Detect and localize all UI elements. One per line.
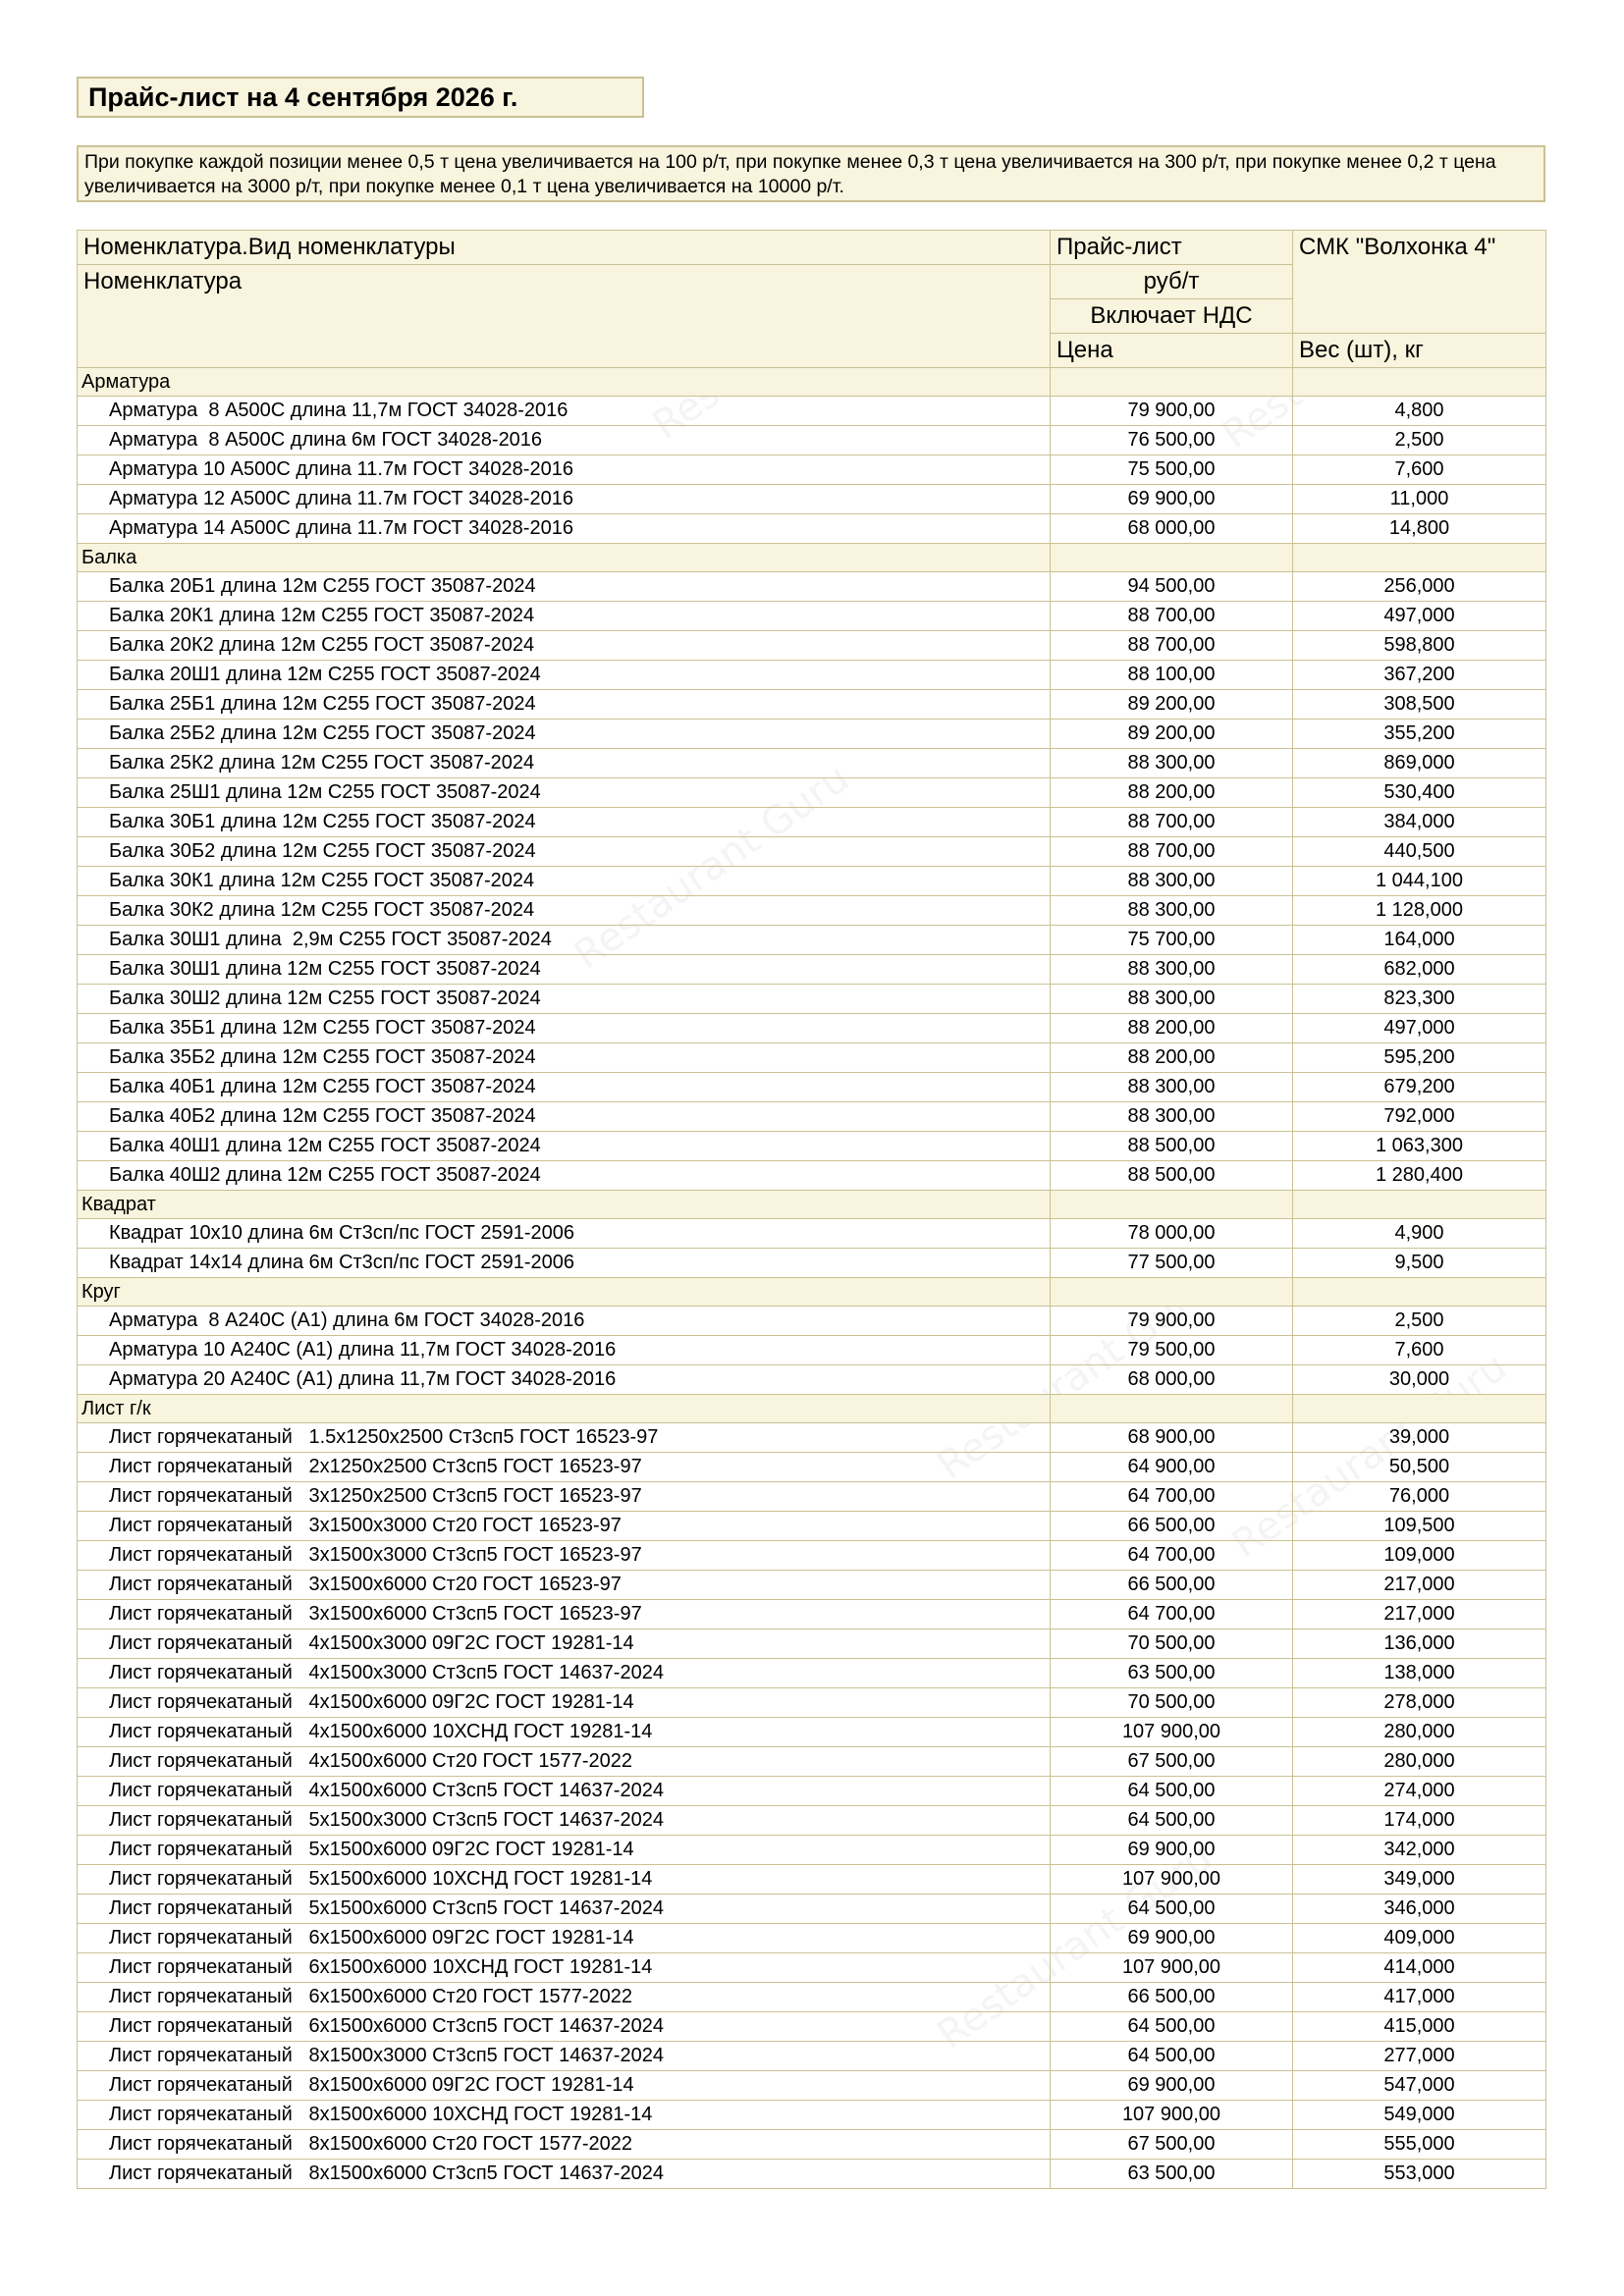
item-price: 69 900,00 [1051,1924,1293,1953]
table-row [78,631,1546,661]
item-weight: 30,000 [1293,1365,1546,1395]
price-table [77,230,1546,2189]
item-weight: 349,000 [1293,1865,1546,1895]
table-row [78,572,1546,602]
item-weight: 555,000 [1293,2130,1546,2160]
item-weight: 7,600 [1293,455,1546,485]
table-row [78,1953,1546,1983]
table-row [78,1806,1546,1836]
item-name: Лист горячекатаный 3х1500х6000 Ст3сп5 ГОСТ 16523-97 [78,1600,1051,1629]
table-row [78,808,1546,837]
item-weight: 549,000 [1293,2101,1546,2130]
item-name: Лист горячекатаный 5х1500х3000 Ст3сп5 ГОСТ 14637-2024 [78,1806,1051,1836]
item-weight: 869,000 [1293,749,1546,778]
item-price: 69 900,00 [1051,2071,1293,2101]
table-row [78,1365,1546,1395]
item-name: Лист горячекатаный 2х1250х2500 Ст3сп5 ГОСТ 16523-97 [78,1453,1051,1482]
item-weight: 280,000 [1293,1718,1546,1747]
item-price: 66 500,00 [1051,1983,1293,2012]
item-name: Лист горячекатаный 5х1500х6000 09Г2С ГОСТ 19281-14 [78,1836,1051,1865]
item-name: Балка 30Ш1 длина 2,9м С255 ГОСТ 35087-2024 [78,926,1051,955]
item-price: 63 500,00 [1051,1659,1293,1688]
item-price: 75 500,00 [1051,455,1293,485]
item-price: 88 300,00 [1051,867,1293,896]
item-price: 64 700,00 [1051,1541,1293,1571]
table-row [78,1482,1546,1512]
table-row [78,1132,1546,1161]
item-weight: 547,000 [1293,2071,1546,2101]
item-weight: 39,000 [1293,1423,1546,1453]
header-price: Цена [1051,334,1293,368]
item-name: Балка 25Б1 длина 12м С255 ГОСТ 35087-2024 [78,690,1051,720]
item-price: 107 900,00 [1051,2101,1293,2130]
item-name: Лист горячекатаный 4х1500х3000 09Г2С ГОСТ 19281-14 [78,1629,1051,1659]
item-name: Лист горячекатаный 6х1500х6000 10ХСНД ГОСТ 19281-14 [78,1953,1051,1983]
header-price-list: Прайс-лист [1051,231,1293,265]
item-name: Лист горячекатаный 8х1500х6000 Ст20 ГОСТ 1577-2022 [78,2130,1051,2160]
group-name: Арматура [78,368,1051,397]
table-row [78,1249,1546,1278]
table-row [78,1659,1546,1688]
pricing-note: При покупке каждой позиции менее 0,5 т цена увеличивается на 100 р/т, при покупке менее 0,3 т цена увеличивается на 300 р/т, при покупке менее 0,2 т цена увеличивается на 3000 р/т, при покупке менее 0,1 т цена увеличивается на 10000 р/т. [77,145,1545,202]
item-price: 88 200,00 [1051,778,1293,808]
table-row [78,1629,1546,1659]
item-price: 70 500,00 [1051,1629,1293,1659]
item-name: Балка 40Б1 длина 12м С255 ГОСТ 35087-2024 [78,1073,1051,1102]
item-name: Балка 30К2 длина 12м С255 ГОСТ 35087-2024 [78,896,1051,926]
item-price: 66 500,00 [1051,1571,1293,1600]
table-row [78,1014,1546,1043]
table-row [78,1924,1546,1953]
item-price: 68 000,00 [1051,1365,1293,1395]
item-name: Квадрат 10х10 длина 6м Ст3сп/пс ГОСТ 2591-2006 [78,1219,1051,1249]
table-row [78,1747,1546,1777]
item-price: 88 300,00 [1051,985,1293,1014]
item-name: Лист горячекатаный 8х1500х6000 Ст3сп5 ГОСТ 14637-2024 [78,2160,1051,2189]
item-price: 67 500,00 [1051,1747,1293,1777]
item-weight: 440,500 [1293,837,1546,867]
group-name: Квадрат [78,1191,1051,1219]
item-name: Арматура 8 А240С (А1) длина 6м ГОСТ 34028-2016 [78,1307,1051,1336]
item-weight: 823,300 [1293,985,1546,1014]
item-name: Балка 35Б1 длина 12м С255 ГОСТ 35087-2024 [78,1014,1051,1043]
item-weight: 355,200 [1293,720,1546,749]
item-weight: 415,000 [1293,2012,1546,2042]
table-row [78,397,1546,426]
group-weight-cell [1293,1395,1546,1423]
item-price: 88 300,00 [1051,896,1293,926]
table-row [78,1219,1546,1249]
header-nomenclature-type: Номенклатура.Вид номенклатуры [78,231,1051,265]
item-price: 69 900,00 [1051,485,1293,514]
item-weight: 414,000 [1293,1953,1546,1983]
table-row [78,661,1546,690]
item-name: Лист горячекатаный 8х1500х6000 10ХСНД ГОСТ 19281-14 [78,2101,1051,2130]
table-row [78,602,1546,631]
item-weight: 598,800 [1293,631,1546,661]
table-row [78,1453,1546,1482]
header-nomenclature: Номенклатура [78,265,1051,368]
item-name: Лист горячекатаный 6х1500х6000 09Г2С ГОСТ 19281-14 [78,1924,1051,1953]
item-weight: 384,000 [1293,808,1546,837]
item-price: 63 500,00 [1051,2160,1293,2189]
table-row [78,1161,1546,1191]
group-weight-cell [1293,1278,1546,1307]
table-row [78,1102,1546,1132]
group-price-cell [1051,544,1293,572]
item-weight: 497,000 [1293,1014,1546,1043]
item-price: 69 900,00 [1051,1836,1293,1865]
item-weight: 595,200 [1293,1043,1546,1073]
table-row [78,1043,1546,1073]
item-price: 64 900,00 [1051,1453,1293,1482]
item-weight: 278,000 [1293,1688,1546,1718]
table-row [78,867,1546,896]
group-weight-cell [1293,544,1546,572]
header-unit: руб/т [1051,265,1293,299]
item-price: 94 500,00 [1051,572,1293,602]
item-price: 78 000,00 [1051,1219,1293,1249]
item-name: Балка 25Ш1 длина 12м С255 ГОСТ 35087-2024 [78,778,1051,808]
item-name: Лист горячекатаный 1.5х1250х2500 Ст3сп5 ГОСТ 16523-97 [78,1423,1051,1453]
table-row [78,926,1546,955]
item-price: 79 900,00 [1051,1307,1293,1336]
table-row [78,1983,1546,2012]
item-weight: 2,500 [1293,1307,1546,1336]
item-weight: 367,200 [1293,661,1546,690]
table-row [78,2130,1546,2160]
table-row [78,778,1546,808]
item-name: Лист горячекатаный 3х1250х2500 Ст3сп5 ГОСТ 16523-97 [78,1482,1051,1512]
item-name: Балка 40Б2 длина 12м С255 ГОСТ 35087-2024 [78,1102,1051,1132]
item-price: 66 500,00 [1051,1512,1293,1541]
item-weight: 14,800 [1293,514,1546,544]
item-name: Балка 30Ш1 длина 12м С255 ГОСТ 35087-2024 [78,955,1051,985]
group-weight-cell [1293,368,1546,397]
item-weight: 274,000 [1293,1777,1546,1806]
item-price: 88 100,00 [1051,661,1293,690]
item-weight: 792,000 [1293,1102,1546,1132]
group-row [78,1278,1546,1307]
item-name: Лист горячекатаный 4х1500х3000 Ст3сп5 ГОСТ 14637-2024 [78,1659,1051,1688]
item-name: Балка 25К2 длина 12м С255 ГОСТ 35087-2024 [78,749,1051,778]
table-row [78,690,1546,720]
item-weight: 136,000 [1293,1629,1546,1659]
table-row [78,426,1546,455]
item-name: Арматура 12 А500С длина 11.7м ГОСТ 34028-2016 [78,485,1051,514]
table-row [78,720,1546,749]
item-price: 88 300,00 [1051,1073,1293,1102]
group-price-cell [1051,1191,1293,1219]
group-name: Лист г/к [78,1395,1051,1423]
item-weight: 342,000 [1293,1836,1546,1865]
item-weight: 4,800 [1293,397,1546,426]
group-row [78,1395,1546,1423]
table-row [78,1600,1546,1629]
item-name: Арматура 14 А500С длина 11.7м ГОСТ 34028-2016 [78,514,1051,544]
item-price: 88 200,00 [1051,1014,1293,1043]
item-weight: 682,000 [1293,955,1546,985]
item-weight: 277,000 [1293,2042,1546,2071]
item-price: 88 700,00 [1051,808,1293,837]
item-weight: 76,000 [1293,1482,1546,1512]
item-price: 88 200,00 [1051,1043,1293,1073]
item-weight: 346,000 [1293,1895,1546,1924]
item-price: 107 900,00 [1051,1865,1293,1895]
item-name: Лист горячекатаный 4х1500х6000 Ст3сп5 ГОСТ 14637-2024 [78,1777,1051,1806]
item-price: 88 700,00 [1051,602,1293,631]
item-weight: 530,400 [1293,778,1546,808]
item-weight: 1 063,300 [1293,1132,1546,1161]
table-row [78,485,1546,514]
item-name: Арматура 10 А500С длина 11.7м ГОСТ 34028-2016 [78,455,1051,485]
item-name: Арматура 8 А500С длина 6м ГОСТ 34028-2016 [78,426,1051,455]
item-price: 77 500,00 [1051,1249,1293,1278]
item-name: Балка 20Б1 длина 12м С255 ГОСТ 35087-2024 [78,572,1051,602]
item-weight: 217,000 [1293,1600,1546,1629]
item-name: Лист горячекатаный 8х1500х6000 09Г2С ГОСТ 19281-14 [78,2071,1051,2101]
item-weight: 7,600 [1293,1336,1546,1365]
item-weight: 50,500 [1293,1453,1546,1482]
item-weight: 1 280,400 [1293,1161,1546,1191]
item-name: Лист горячекатаный 5х1500х6000 Ст3сп5 ГОСТ 14637-2024 [78,1895,1051,1924]
item-name: Лист горячекатаный 3х1500х6000 Ст20 ГОСТ 16523-97 [78,1571,1051,1600]
item-name: Арматура 20 А240С (А1) длина 11,7м ГОСТ 34028-2016 [78,1365,1051,1395]
item-price: 64 500,00 [1051,1895,1293,1924]
item-price: 88 300,00 [1051,1102,1293,1132]
table-row [78,1336,1546,1365]
table-row [78,1688,1546,1718]
table-row [78,749,1546,778]
item-name: Балка 30Ш2 длина 12м С255 ГОСТ 35087-2024 [78,985,1051,1014]
item-name: Арматура 8 А500С длина 11,7м ГОСТ 34028-2016 [78,397,1051,426]
item-price: 88 700,00 [1051,631,1293,661]
item-price: 68 000,00 [1051,514,1293,544]
item-name: Лист горячекатаный 4х1500х6000 09Г2С ГОСТ 19281-14 [78,1688,1051,1718]
item-name: Балка 25Б2 длина 12м С255 ГОСТ 35087-2024 [78,720,1051,749]
table-row [78,2012,1546,2042]
item-name: Лист горячекатаный 5х1500х6000 10ХСНД ГОСТ 19281-14 [78,1865,1051,1895]
group-price-cell [1051,1278,1293,1307]
header-row [78,231,1546,265]
item-price: 89 200,00 [1051,690,1293,720]
item-weight: 280,000 [1293,1747,1546,1777]
table-row [78,1895,1546,1924]
item-price: 64 500,00 [1051,1777,1293,1806]
item-weight: 553,000 [1293,2160,1546,2189]
group-name: Круг [78,1278,1051,1307]
header-vat: Включает НДС [1051,299,1293,334]
item-name: Балка 30Б1 длина 12м С255 ГОСТ 35087-2024 [78,808,1051,837]
table-row [78,1307,1546,1336]
table-row [78,985,1546,1014]
item-name: Балка 20Ш1 длина 12м С255 ГОСТ 35087-2024 [78,661,1051,690]
table-row [78,1865,1546,1895]
table-row [78,955,1546,985]
item-price: 76 500,00 [1051,426,1293,455]
table-row [78,1836,1546,1865]
item-price: 79 900,00 [1051,397,1293,426]
item-name: Лист горячекатаный 3х1500х3000 Ст20 ГОСТ 16523-97 [78,1512,1051,1541]
item-price: 88 700,00 [1051,837,1293,867]
group-row [78,368,1546,397]
item-name: Лист горячекатаный 4х1500х6000 10ХСНД ГОСТ 19281-14 [78,1718,1051,1747]
item-name: Лист горячекатаный 8х1500х3000 Ст3сп5 ГОСТ 14637-2024 [78,2042,1051,2071]
item-weight: 308,500 [1293,690,1546,720]
item-name: Балка 30К1 длина 12м С255 ГОСТ 35087-2024 [78,867,1051,896]
table-row [78,2071,1546,2101]
item-price: 68 900,00 [1051,1423,1293,1453]
item-name: Квадрат 14х14 длина 6м Ст3сп/пс ГОСТ 2591-2006 [78,1249,1051,1278]
header-warehouse: СМК "Волхонка 4" [1293,231,1546,334]
table-row [78,1541,1546,1571]
item-weight: 409,000 [1293,1924,1546,1953]
group-weight-cell [1293,1191,1546,1219]
page-title: Прайс-лист на 4 сентября 2026 г. [77,77,644,118]
item-weight: 109,000 [1293,1541,1546,1571]
item-name: Лист горячекатаный 6х1500х6000 Ст20 ГОСТ 1577-2022 [78,1983,1051,2012]
table-row [78,1718,1546,1747]
item-name: Балка 30Б2 длина 12м С255 ГОСТ 35087-2024 [78,837,1051,867]
table-row [78,1512,1546,1541]
table-row [78,2101,1546,2130]
item-weight: 217,000 [1293,1571,1546,1600]
item-price: 64 500,00 [1051,2042,1293,2071]
item-weight: 1 128,000 [1293,896,1546,926]
table-row [78,2042,1546,2071]
table-row [78,455,1546,485]
item-price: 64 700,00 [1051,1600,1293,1629]
item-weight: 109,500 [1293,1512,1546,1541]
group-row [78,1191,1546,1219]
item-name: Балка 35Б2 длина 12м С255 ГОСТ 35087-2024 [78,1043,1051,1073]
item-price: 75 700,00 [1051,926,1293,955]
group-name: Балка [78,544,1051,572]
item-price: 88 300,00 [1051,955,1293,985]
item-price: 107 900,00 [1051,1718,1293,1747]
item-weight: 9,500 [1293,1249,1546,1278]
item-name: Лист горячекатаный 6х1500х6000 Ст3сп5 ГОСТ 14637-2024 [78,2012,1051,2042]
group-price-cell [1051,1395,1293,1423]
item-weight: 4,900 [1293,1219,1546,1249]
item-price: 70 500,00 [1051,1688,1293,1718]
table-row [78,2160,1546,2189]
item-name: Балка 20К1 длина 12м С255 ГОСТ 35087-2024 [78,602,1051,631]
item-name: Балка 40Ш1 длина 12м С255 ГОСТ 35087-2024 [78,1132,1051,1161]
table-row [78,1777,1546,1806]
item-name: Арматура 10 А240С (А1) длина 11,7м ГОСТ 34028-2016 [78,1336,1051,1365]
table-row [78,837,1546,867]
item-price: 107 900,00 [1051,1953,1293,1983]
item-price: 64 700,00 [1051,1482,1293,1512]
item-name: Балка 20К2 длина 12м С255 ГОСТ 35087-2024 [78,631,1051,661]
item-price: 88 500,00 [1051,1132,1293,1161]
item-weight: 497,000 [1293,602,1546,631]
item-weight: 417,000 [1293,1983,1546,2012]
item-price: 64 500,00 [1051,2012,1293,2042]
table-row [78,1571,1546,1600]
item-price: 88 300,00 [1051,749,1293,778]
item-weight: 1 044,100 [1293,867,1546,896]
item-weight: 164,000 [1293,926,1546,955]
item-weight: 2,500 [1293,426,1546,455]
item-price: 67 500,00 [1051,2130,1293,2160]
table-row [78,896,1546,926]
item-weight: 138,000 [1293,1659,1546,1688]
item-weight: 256,000 [1293,572,1546,602]
item-weight: 679,200 [1293,1073,1546,1102]
item-name: Лист горячекатаный 4х1500х6000 Ст20 ГОСТ 1577-2022 [78,1747,1051,1777]
item-price: 89 200,00 [1051,720,1293,749]
table-row [78,1423,1546,1453]
item-name: Балка 40Ш2 длина 12м С255 ГОСТ 35087-2024 [78,1161,1051,1191]
table-row [78,514,1546,544]
table-row [78,1073,1546,1102]
item-price: 79 500,00 [1051,1336,1293,1365]
item-weight: 11,000 [1293,485,1546,514]
item-name: Лист горячекатаный 3х1500х3000 Ст3сп5 ГОСТ 16523-97 [78,1541,1051,1571]
group-price-cell [1051,368,1293,397]
header-weight: Вес (шт), кг [1293,334,1546,368]
item-price: 88 500,00 [1051,1161,1293,1191]
group-row [78,544,1546,572]
item-weight: 174,000 [1293,1806,1546,1836]
item-price: 64 500,00 [1051,1806,1293,1836]
